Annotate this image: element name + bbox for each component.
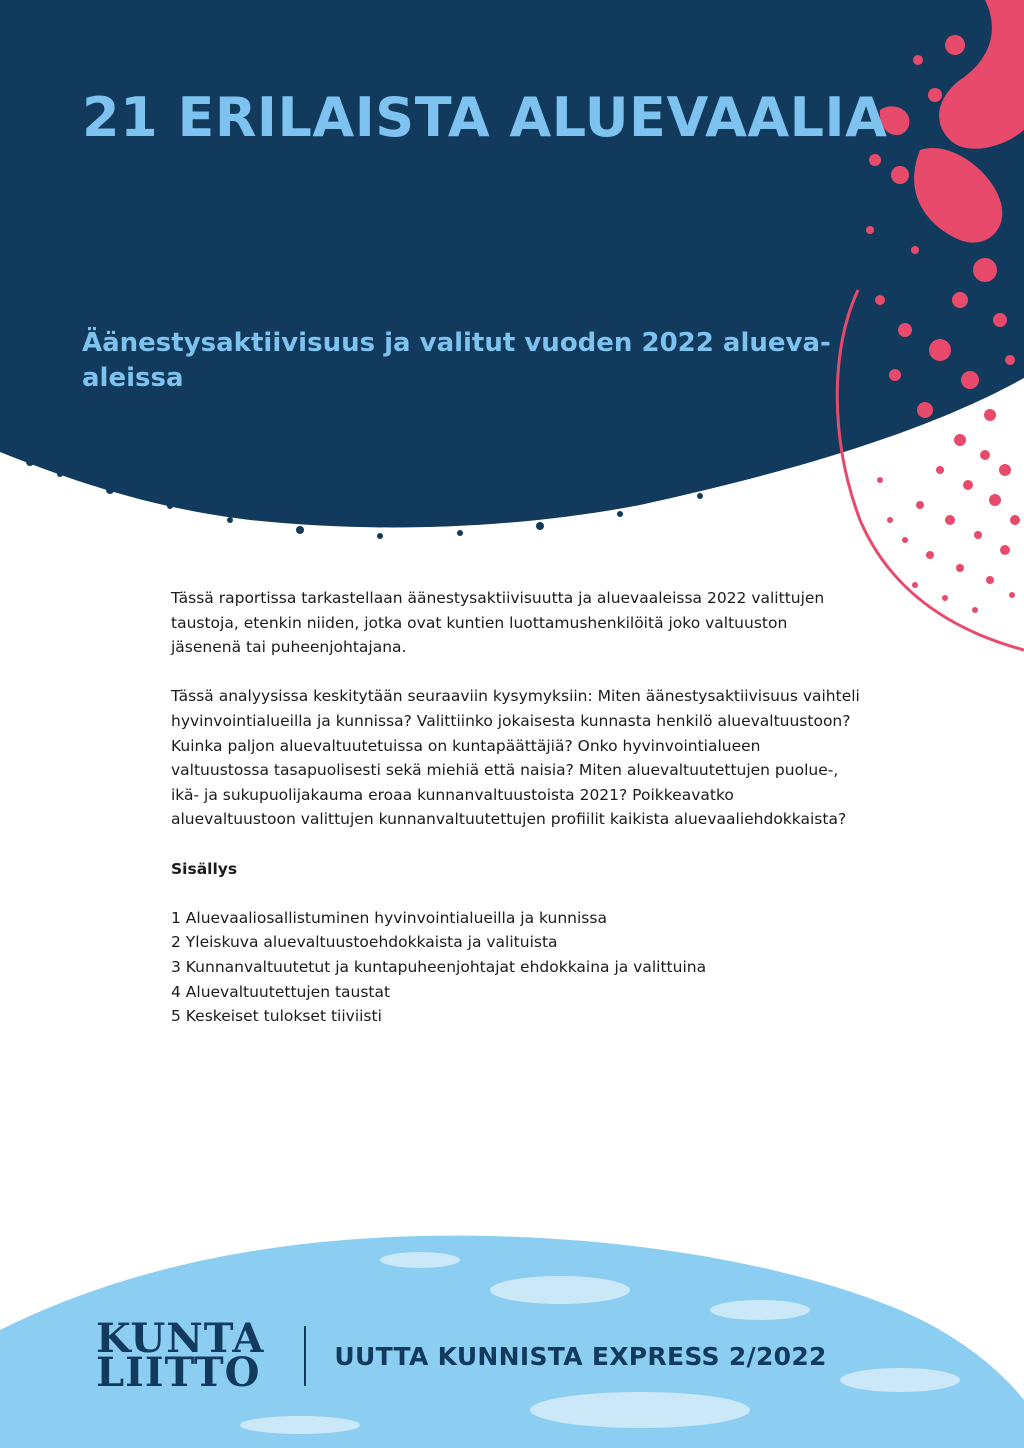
toc-item[interactable]: 3 Kunnanvaltuutetut ja kuntapuheenjohtajat ehdokkaina ja valittuina bbox=[171, 957, 707, 976]
toc-item[interactable]: 2 Yleiskuva aluevaltuustoehdokkaista ja valituista bbox=[171, 933, 558, 952]
intro-paragraph: Tässä raportissa tarkastellaan äänestysaktiivisuutta ja aluevaaleissa 2022 valittujen taustoja, etenkin niiden, jotka ovat kuntien luottamushenkilöitä joko valtuuston jäsenenä tai puheenjohtajana. bbox=[171, 589, 825, 657]
toc-item[interactable]: 1 Aluevaaliosallistuminen hyvinvointialueilla ja kunnissa bbox=[171, 908, 607, 927]
logo-line-2: LIITTO bbox=[96, 1349, 261, 1396]
report-intro bbox=[171, 586, 861, 1029]
header-blob bbox=[0, 0, 1024, 527]
kuntaliitto-logo bbox=[96, 1315, 265, 1396]
questions-paragraph: Tässä analyysissa keskitytään seuraaviin kysymyksiin: Miten äänestysaktiivisuus vaihteli hyvinvointialueilla ja kunnissa? Valittiinko jokaisesta kunnasta henkilö aluevaltuustoon? Kuinka paljon aluevaltuutetuissa on kuntapäättäjiä? Onko hyvinvointialueen valtuustossa tasapuolisesti sekä miehiä että naisia? Miten aluevaltuutettujen puolue-, ikä- ja sukupuolijakauma eroaa kunnanvaltuustoista 2021? Poikkeavatko aluevaltuustoon valittujen kunnanvaltuutettujen profiilit kaikista aluevaaliehdokkaista? bbox=[171, 687, 860, 829]
toc-item[interactable]: 5 Keskeiset tulokset tiiviisti bbox=[171, 1007, 382, 1026]
series-title: UUTTA KUNNISTA EXPRESS 2/2022 bbox=[334, 1341, 827, 1371]
toc-item[interactable]: 4 Aluevaltuutettujen taustat bbox=[171, 982, 391, 1001]
page-title: 21 ERILAISTA ALUEVAALIA bbox=[82, 86, 888, 149]
toc-heading: Sisällys bbox=[171, 859, 238, 878]
logo-line-1: KUNTA bbox=[96, 1315, 265, 1362]
footer-divider bbox=[304, 1326, 306, 1386]
footer bbox=[96, 1316, 827, 1396]
table-of-contents bbox=[171, 906, 861, 1029]
pink-dots bbox=[877, 434, 1020, 613]
page-subtitle: Äänestysaktiivisuus ja valitut vuoden 2022 aluevaaleissa bbox=[82, 328, 831, 393]
